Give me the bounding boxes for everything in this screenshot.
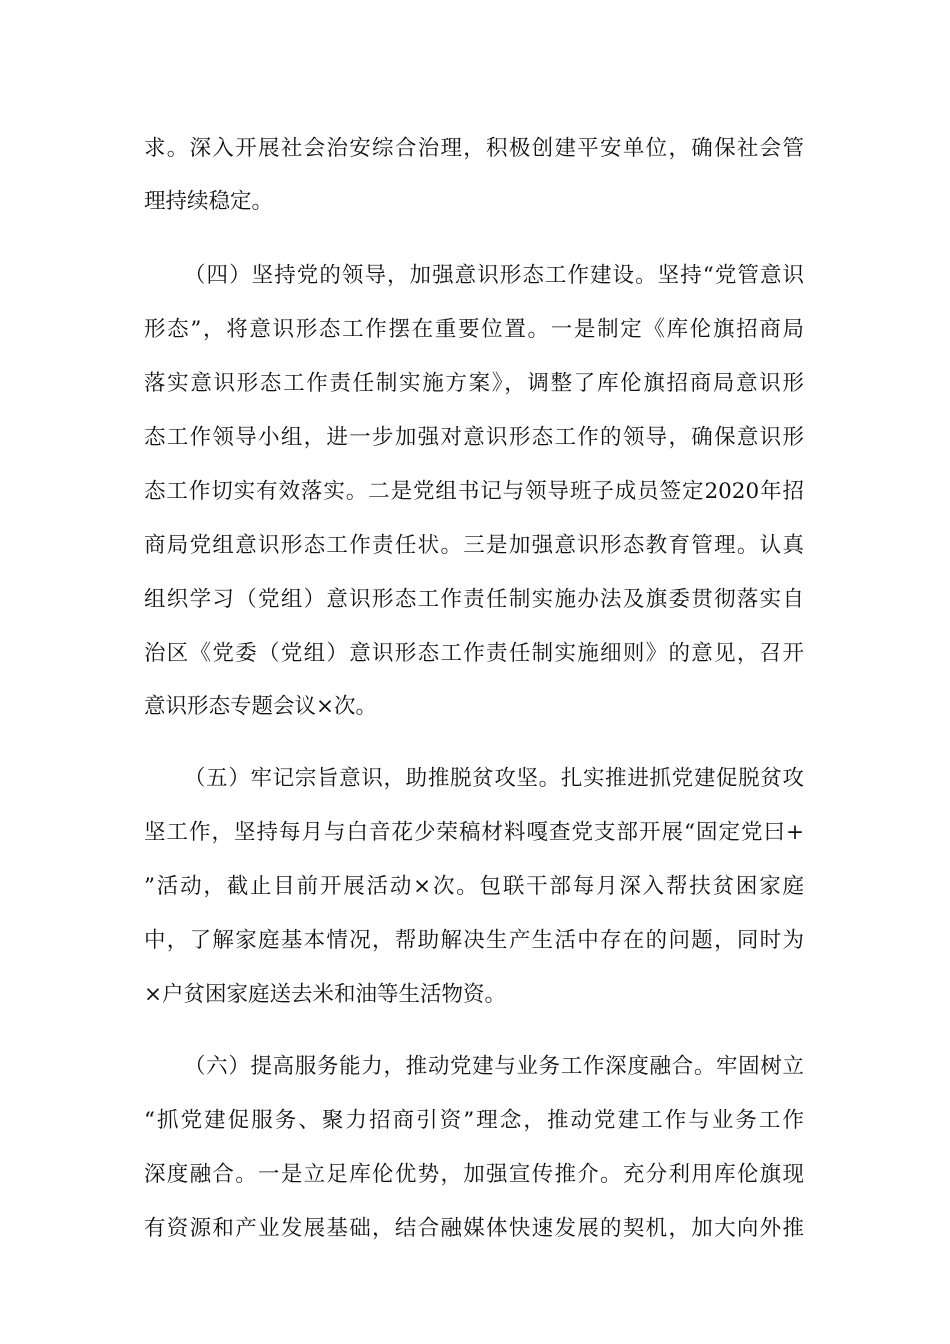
text-line: ”活动，截止目前开展活动×次。包联干部每月深入帮扶贫困家庭 xyxy=(144,874,804,899)
text-line: 中，了解家庭基本情况，帮助解决生产生活中存在的问题，同时为 xyxy=(144,928,804,953)
text-line: 求。深入开展社会治安综合治理，积极创建平安单位，确保社会管 xyxy=(144,136,804,161)
text-line: 治区《党委（党组）意识形态工作责任制实施细则》的意见，召开 xyxy=(144,641,804,666)
text-line: ×户贫困家庭送去米和油等生活物资。 xyxy=(144,982,507,1007)
text-line: 组织学习（党组）意识形态工作责任制实施办法及旗委贯彻落实自 xyxy=(144,587,804,612)
text-line: 理持续稳定。 xyxy=(144,189,274,214)
text-line: 有资源和产业发展基础，结合融媒体快速发展的契机，加大向外推 xyxy=(144,1216,804,1241)
text-line: 态工作切实有效落实。二是党组书记与领导班子成员签定2020年招 xyxy=(144,479,804,504)
text-line: 坚工作，坚持每月与白音花少荣稿材料嘎查党支部开展“固定党曰+ xyxy=(144,820,804,845)
text-line: 深度融合。一是立足库伦优势，加强宣传推介。充分利用库伦旗现 xyxy=(144,1162,804,1187)
text-line: 意识形态专题会议×次。 xyxy=(144,694,378,719)
paragraph-heading-line: （四）坚持党的领导，加强意识形态工作建设。坚持“党管意识 xyxy=(184,263,804,288)
text-line: 商局党组意识形态工作责任状。三是加强意识形态教育管理。认真 xyxy=(144,533,804,558)
paragraph-heading-line: （六）提高服务能力，推动党建与业务工作深度融合。牢固树立 xyxy=(184,1054,804,1079)
text-line: 态工作领导小组，进一步加强对意识形态工作的领导，确保意识形 xyxy=(144,425,804,450)
text-line: “抓党建促服务、聚力招商引资”理念，推动党建工作与业务工作 xyxy=(144,1108,804,1133)
paragraph-heading-line: （五）牢记宗旨意识，助推脱贫攻坚。扎实推进抓党建促脱贫攻 xyxy=(184,766,804,791)
text-line: 落实意识形态工作责任制实施方案》，调整了库伦旗招商局意识形 xyxy=(144,371,804,396)
text-line: 形态”，将意识形态工作摆在重要位置。一是制定《库伦旗招商局 xyxy=(144,317,804,342)
